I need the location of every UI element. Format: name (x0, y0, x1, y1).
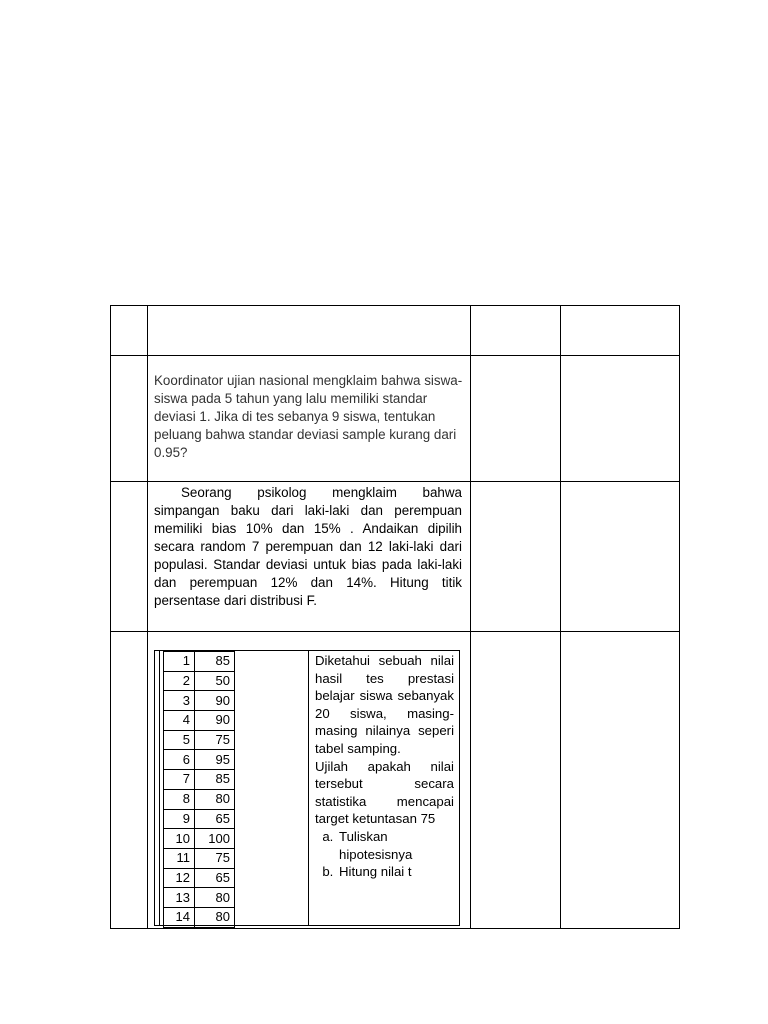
empty-cell (561, 356, 680, 482)
question-1-text: Koordinator ujian nasional mengklaim bahwa siswa-siswa pada 5 tahun yang lalu memiliki standar deviasi 1. Jika di tes sebanya 9 siswa, tentukan peluang bahwa standar deviasi sample kurang dari 0.95? (154, 373, 463, 460)
row-number: 2 (164, 671, 195, 691)
question-table (110, 305, 680, 929)
question-3-description: Diketahui sebuah nilai hasil tes prestasi belajar siswa sebanyak 20 siswa, masing-masing nilainya seperi tabel samping. (315, 653, 454, 756)
empty-cell (561, 482, 680, 632)
header-row (111, 306, 680, 356)
row-score: 90 (195, 711, 235, 731)
table-row (164, 829, 235, 849)
row-score: 80 (195, 907, 235, 927)
row-score: 75 (195, 730, 235, 750)
question-cell-1 (148, 356, 471, 482)
sub-question-list (315, 828, 454, 881)
row-number: 9 (164, 809, 195, 829)
row-number: 8 (164, 789, 195, 809)
row-number: 7 (164, 770, 195, 790)
number-cell-1 (111, 356, 148, 482)
row-number: 3 (164, 691, 195, 711)
header-cell-number (111, 306, 148, 356)
row-number: 11 (164, 848, 195, 868)
row-number: 12 (164, 868, 195, 888)
row-number: 13 (164, 888, 195, 908)
number-cell-3 (111, 632, 148, 929)
table-row (164, 691, 235, 711)
table-row (164, 848, 235, 868)
table-row (164, 888, 235, 908)
table-row (164, 652, 235, 672)
row-number: 1 (164, 652, 195, 672)
table-row (164, 730, 235, 750)
row-score: 85 (195, 770, 235, 790)
row-score: 80 (195, 888, 235, 908)
header-cell-3 (471, 306, 561, 356)
row-score: 65 (195, 809, 235, 829)
empty-cell (471, 632, 561, 929)
description-column (308, 650, 460, 926)
table-row (164, 907, 235, 927)
question-row-2 (111, 482, 680, 632)
header-cell-4 (561, 306, 680, 356)
table-row (164, 671, 235, 691)
row-score: 65 (195, 868, 235, 888)
question-2-text: Seorang psikolog mengklaim bahwa simpangan baku dari laki-laki dan perempuan memiliki bias 10% dan 15% . Andaikan dipilih secara random 7 perempuan dan 12 laki-laki dari populasi. Standar deviasi untuk bias pada laki-laki dan perempuan 12% dan 14%. Hitung titik persentase dari distribusi F. (154, 485, 462, 608)
inner-frame-line (159, 650, 160, 926)
sub-question-b: b. Hitung nilai t (337, 863, 454, 881)
sub-question-a: a. Tuliskan hipotesisnya (337, 828, 454, 863)
empty-cell (471, 356, 561, 482)
row-score: 50 (195, 671, 235, 691)
table-row (164, 770, 235, 790)
number-cell-2 (111, 482, 148, 632)
question-row-1 (111, 356, 680, 482)
question-cell-3 (148, 632, 471, 929)
row-score: 100 (195, 829, 235, 849)
row-number: 6 (164, 750, 195, 770)
question-row-3 (111, 632, 680, 929)
empty-cell (471, 482, 561, 632)
table-row (164, 868, 235, 888)
row-number: 4 (164, 711, 195, 731)
row-number: 14 (164, 907, 195, 927)
table-row (164, 809, 235, 829)
table-row (164, 711, 235, 731)
row-score: 90 (195, 691, 235, 711)
header-cell-question (148, 306, 471, 356)
row-number: 5 (164, 730, 195, 750)
row-score: 75 (195, 848, 235, 868)
question-3-task: Ujilah apakah nilai tersebut secara statistika mencapai target ketuntasan 75 (315, 758, 454, 827)
score-table (163, 651, 235, 928)
row-score: 80 (195, 789, 235, 809)
row-number: 10 (164, 829, 195, 849)
table-row (164, 750, 235, 770)
table-row (164, 789, 235, 809)
row-score: 95 (195, 750, 235, 770)
row-score: 85 (195, 652, 235, 672)
empty-cell (561, 632, 680, 929)
question-cell-2 (148, 482, 471, 632)
